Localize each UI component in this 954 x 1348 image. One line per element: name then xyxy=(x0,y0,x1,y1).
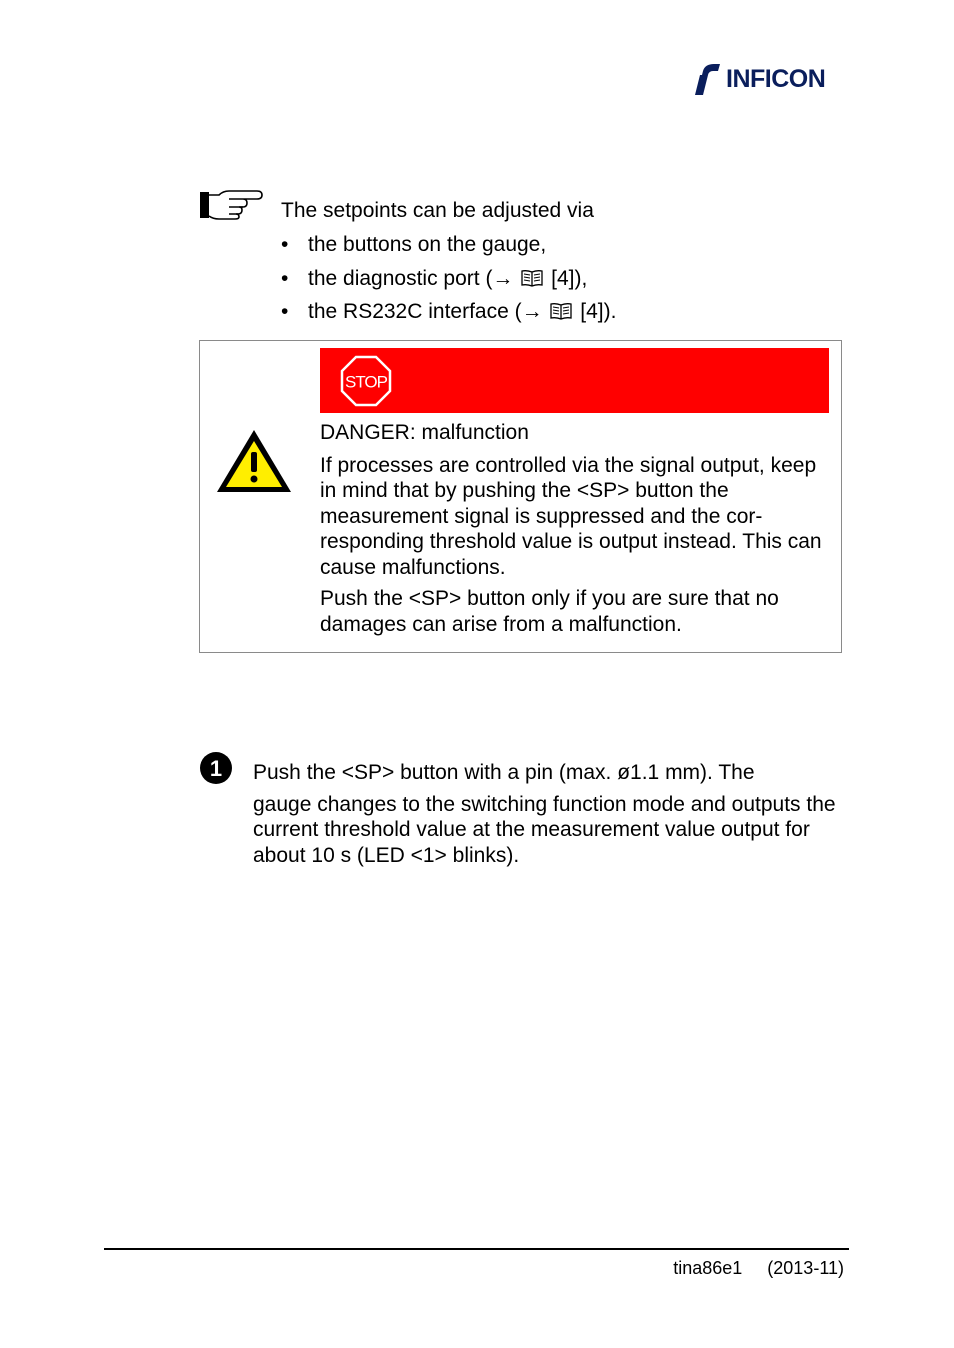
danger-notice xyxy=(199,340,842,653)
danger-content xyxy=(320,420,825,637)
list-item xyxy=(281,232,616,266)
pointing-hand-icon xyxy=(199,189,265,226)
step-instruction xyxy=(253,760,853,868)
danger-instruction: Push the <SP> button only if you are sure that no damages can arise from a malfunction. xyxy=(320,587,779,636)
book-icon xyxy=(550,302,572,320)
warning-triangle-icon xyxy=(215,427,293,495)
step-text-body: gauge changes to the switching function mode and outputs the current threshold value at the measurement value output for about 10 s (LED <1> blinks). xyxy=(253,792,836,867)
footer-divider xyxy=(104,1248,849,1250)
document-id: tina86e1 xyxy=(673,1258,743,1278)
list-item xyxy=(281,299,616,333)
list-item-text: the diagnostic port (→ xyxy=(308,266,520,290)
setpoint-method-list xyxy=(281,232,616,333)
logo-wordmark: INFICON xyxy=(726,65,826,93)
danger-banner xyxy=(320,348,829,413)
list-item-text: [4]). xyxy=(574,300,617,323)
document-date: (2013-11) xyxy=(767,1258,844,1278)
danger-title: DANGER: malfunction xyxy=(320,421,529,444)
svg-text:STOP: STOP xyxy=(345,372,387,392)
list-item-text: the buttons on the gauge, xyxy=(308,233,547,256)
list-item-text: [4]), xyxy=(545,266,588,290)
inficon-logo-icon xyxy=(694,62,722,96)
step-text-line1: Push the <SP> button with a pin (max. ø1.1 mm). The xyxy=(253,761,755,784)
step-1-icon xyxy=(199,751,233,785)
step-number: 1 xyxy=(209,756,223,781)
stop-sign-icon xyxy=(340,355,392,407)
danger-description: If processes are controlled via the signal output, keep in mind that by pushing the <SP> button the measurement signal is suppressed and the corresponding threshold value is output instead. This can cause malfunctions. xyxy=(320,453,822,579)
note-intro: The setpoints can be adjusted via xyxy=(281,199,594,222)
list-item xyxy=(281,266,616,300)
inficon-logo xyxy=(694,62,825,96)
list-item-text: the RS232C interface (→ xyxy=(308,300,549,323)
footer xyxy=(673,1257,844,1279)
book-icon xyxy=(521,269,543,287)
